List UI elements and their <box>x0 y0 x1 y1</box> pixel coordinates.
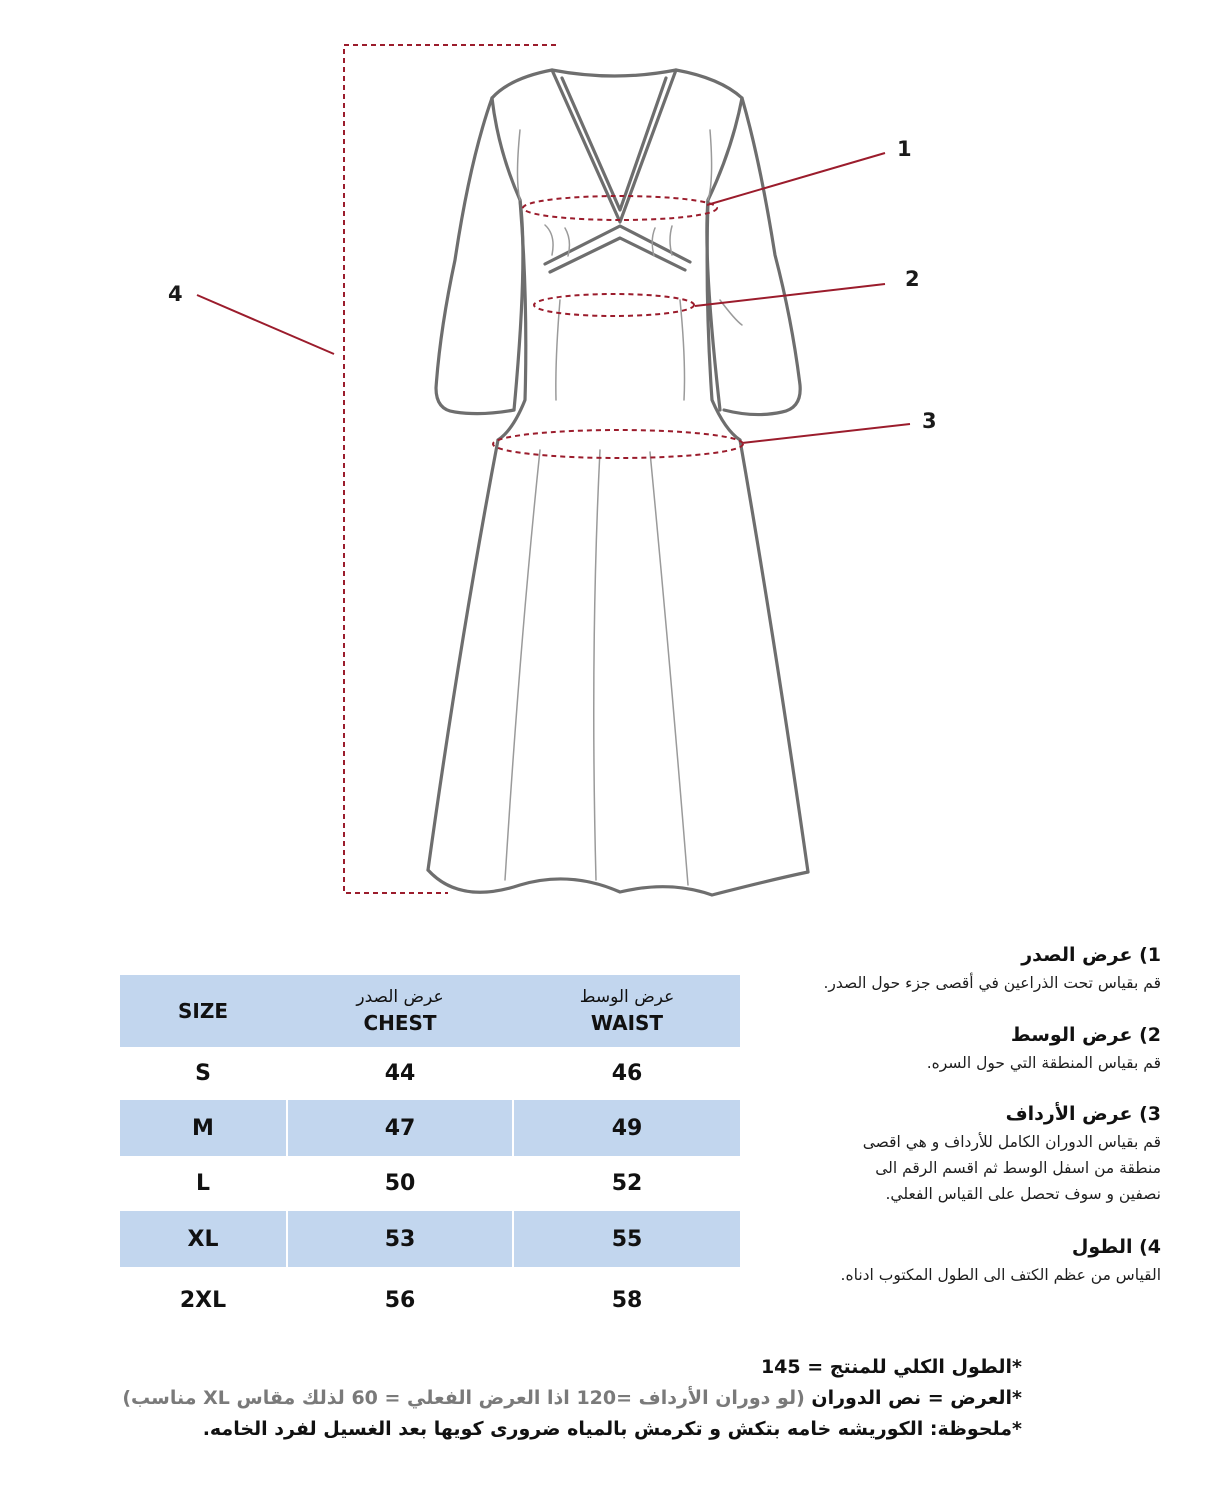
note-chest: 1) عرض الصدر قم بقياس تحت الذراعين في أقصى جزء حول الصدر. <box>823 944 1161 992</box>
hip-ring <box>493 430 743 458</box>
waist-cell: 46 <box>611 1060 643 1086</box>
waist-cell: 52 <box>611 1171 643 1196</box>
header-waist: عرض الوسط WAIST <box>579 987 675 1035</box>
note-length: 4) الطول القياس من عظم الكتف الى الطول المكتوب ادناه. <box>840 1236 1161 1284</box>
table-header <box>120 975 740 1047</box>
header-size: SIZE <box>177 999 228 1023</box>
chest-cell: 47 <box>288 1100 512 1156</box>
table-row <box>120 1156 740 1211</box>
waist-cell: 55 <box>514 1211 740 1267</box>
table-row <box>120 1047 740 1099</box>
measurement-guides <box>344 45 743 893</box>
leader-lines <box>197 153 910 443</box>
callout-3: 3 <box>922 409 937 433</box>
table-row <box>120 1211 740 1267</box>
chest-cell: 50 <box>384 1171 416 1196</box>
width-note <box>122 1383 1022 1414</box>
length-guide <box>344 45 556 893</box>
size-cell: S <box>195 1060 211 1086</box>
header-chest: عرض الصدر CHEST <box>356 987 444 1035</box>
table-row <box>120 1272 740 1328</box>
chest-cell: 44 <box>384 1060 416 1086</box>
total-length-note: *الطول الكلي للمنتج = 145 <box>760 1356 1022 1378</box>
dress-outline <box>428 70 808 895</box>
size-cell: 2XL <box>179 1287 227 1313</box>
size-cell: XL <box>120 1211 286 1267</box>
waist-cell: 49 <box>514 1100 740 1156</box>
table-row <box>120 1100 740 1156</box>
waist-cell: 58 <box>611 1287 643 1313</box>
note-hips: 3) عرض الأرداف قم بقياس الدوران الكامل للأرداف و هي اقصى منطقة من اسفل الوسط ثم اقسم الرقم الى نصفين و سوف تحصل على القياس الفعلي. <box>862 1103 1161 1203</box>
care-note: *ملحوظة: الكوريشه خامه بتكش و تكرمش بالمياه ضرورى كويها بعد الغسيل لفرد الخامه. <box>202 1418 1022 1440</box>
waist-ring <box>534 294 694 316</box>
size-cell: L <box>195 1171 211 1196</box>
chest-cell: 56 <box>384 1287 416 1313</box>
footer-notes <box>122 1352 1022 1445</box>
callout-1: 1 <box>897 137 912 161</box>
note-waist: 2) عرض الوسط قم بقياس المنطقة التي حول السره. <box>926 1024 1161 1072</box>
callout-2: 2 <box>905 267 920 291</box>
width-label: *العرض = نص الدوران <box>811 1387 1022 1409</box>
size-cell: M <box>120 1100 286 1156</box>
callout-4: 4 <box>168 282 183 306</box>
chest-cell: 53 <box>288 1211 512 1267</box>
width-example: (لو دوران الأرداف =120 اذا العرض الفعلي = 60 لذلك مقاس XL مناسب) <box>122 1387 805 1409</box>
